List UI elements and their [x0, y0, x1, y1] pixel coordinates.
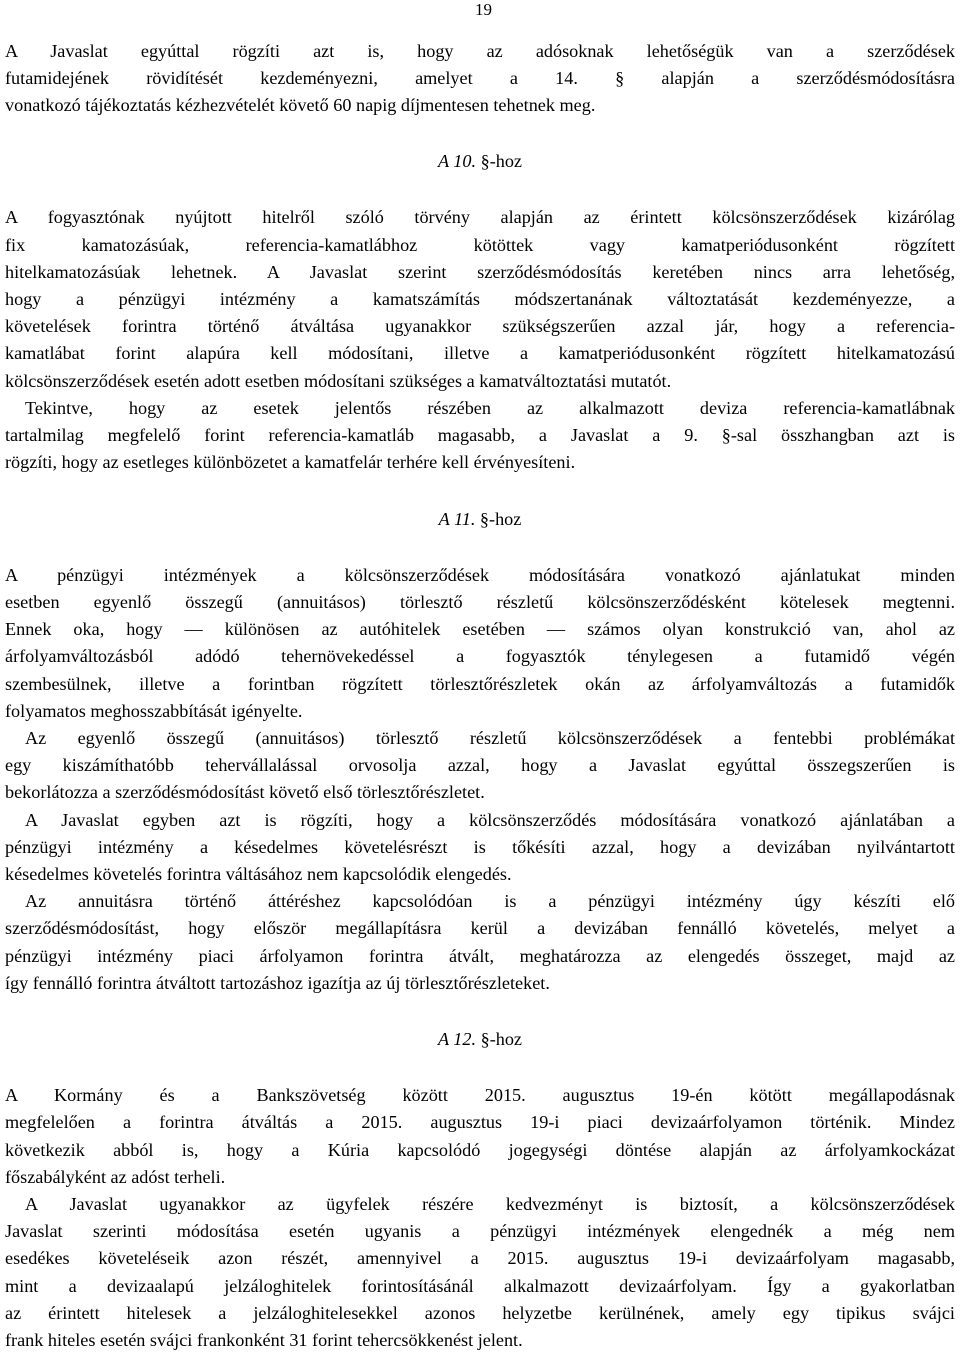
paragraph-line: kölcsönszerződések esetén adott esetben módosítani szükséges a kamatváltoztatási mutatót.: [5, 371, 672, 391]
paragraph-line: A Javaslat ugyanakkor az ügyfelek részére kedvezményt is biztosít, a kölcsönszerződések: [25, 1194, 955, 1214]
paragraph-line: frank hiteles esetén svájci frankonként 31 forint tehercsökkenést jelent.: [5, 1330, 523, 1350]
section-heading-suffix: §-hoz: [476, 1029, 523, 1049]
section-heading-number: A 11.: [438, 509, 476, 529]
paragraph-line: így fennálló forintra átváltott tartozáshoz igazítja az új törlesztőrészleteket.: [5, 973, 550, 993]
paragraph-line: fix kamatozásúak, referencia-kamatlábhoz kötöttek vagy kamatperiódusonként rögzített: [5, 235, 955, 255]
paragraph-line: mint a devizaalapú jelzáloghitelek forintosításánál alkalmazott devizaárfolyam. Így a gyakorlatban: [5, 1276, 955, 1296]
paragraph-line: megfelelően a forintra átváltás a 2015. augusztus 19-i piaci devizaárfolyamon történik. Mindez: [5, 1112, 955, 1132]
paragraph-line: Ennek oka, hogy ― különösen az autóhitelek esetében ― számos olyan konstrukció van, ahol az: [5, 619, 955, 639]
paragraph-line: Javaslat szerinti módosítása esetén ugyanis a pénzügyi intézmények elengednék a még nem: [5, 1221, 955, 1241]
paragraph-line: A pénzügyi intézmények a kölcsönszerződések módosítására vonatkozó ajánlatukat minden: [5, 565, 955, 585]
paragraph-line: az érintett hitelesek a jelzáloghitelesekkel azonos helyzetbe kerülnének, amely egy tipikus svájci: [5, 1303, 955, 1323]
paragraph-line: esetben egyenlő összegű (annuitásos) törlesztő részletű kölcsönszerződésként kötelesek megtenni.: [5, 592, 955, 612]
paragraph-line: A Javaslat egyúttal rögzíti azt is, hogy az adósoknak lehetőségük van a szerződések: [5, 41, 955, 61]
paragraph-line: árfolyamváltozásból adódó tehernövekedéssel a fogyasztók ténylegesen a futamidő végén: [5, 646, 955, 666]
paragraph-line: bekorlátozza a szerződésmódosítást követő első törlesztőrészletet.: [5, 782, 485, 802]
paragraph-line: követelések forintra történő átváltása ugyanakkor szükségszerűen azzal jár, hogy a referencia-: [5, 316, 955, 336]
paragraph-line: kamatlábat forint alapúra kell módosítani, illetve a kamatperiódusonként rögzített hitelkamatozású: [5, 343, 955, 363]
section-heading-suffix: §-hoz: [475, 509, 522, 529]
paragraph-line: pénzügyi intézmény piaci árfolyamon forintra átvált, meghatározza az elengedés összeget, majd az: [5, 946, 955, 966]
paragraph-line: következik abból is, hogy a Kúria kapcsolódó jogegységi döntése alapján az árfolyamkockázat: [5, 1140, 955, 1160]
paragraph-line: tartalmilag megfelelő forint referencia-kamatláb magasabb, a Javaslat a 9. §-sal összhangban azt is: [5, 425, 955, 445]
paragraph-line: hogy a pénzügyi intézmény a kamatszámítás módszertanának változtatását kezdeményezze, a: [5, 289, 955, 309]
paragraph-line: egy kiszámíthatóbb tehervállalással orvosolja azzal, hogy a Javaslat egyúttal összegszerűen is: [5, 755, 955, 775]
paragraph-line: Tekintve, hogy az esetek jelentős részében az alkalmazott deviza referencia-kamatlábnak: [25, 398, 955, 418]
paragraph-line: A Javaslat egyben azt is rögzíti, hogy a kölcsönszerződés módosítására vonatkozó ajánlatában a: [25, 810, 955, 830]
paragraph-line: folyamatos meghosszabbítását igényelte.: [5, 701, 303, 721]
section-heading: [0, 147, 960, 175]
paragraph-line: futamidejének rövidítését kezdeményezni, amelyet a 14. § alapján a szerződésmódosításra: [5, 68, 955, 88]
section-heading: [0, 505, 960, 533]
section-heading-suffix: §-hoz: [476, 151, 523, 171]
paragraph-line: szembesülnek, illetve a forintban rögzített törlesztőrészletek okán az árfolyamváltozás a futamidők: [5, 674, 955, 694]
paragraph-line: pénzügyi intézmény a késedelmes követelésrészt is tőkésíti azzal, hogy a devizában nyilvántartott: [5, 837, 955, 857]
section-heading-number: A 10.: [437, 151, 477, 171]
paragraph-line: A fogyasztónak nyújtott hitelről szóló törvény alapján az érintett kölcsönszerződések kizárólag: [5, 207, 955, 227]
paragraph-line: késedelmes követelés forintra váltásához nem kapcsolódik elengedés.: [5, 864, 512, 884]
section-heading-number: A 12.: [437, 1029, 477, 1049]
paragraph-line: vonatkozó tájékoztatás kézhezvételét követő 60 napig díjmentesen tehetnek meg.: [5, 95, 596, 115]
paragraph-line: hitelkamatozásúak lehetnek. A Javaslat szerint szerződésmódosítás keretében nincs arra lehetőség,: [5, 262, 955, 282]
section-heading: [0, 1025, 960, 1053]
paragraph-line: Az egyenlő összegű (annuitásos) törlesztő részletű kölcsönszerződések a fentebbi problémákat: [25, 728, 955, 748]
paragraph-line: főszabályként az adóst terheli.: [5, 1167, 226, 1187]
paragraph-line: szerződésmódosítást, hogy először megállapításra kerül a devizában fennálló követelés, melyet a: [5, 918, 955, 938]
paragraph-line: A Kormány és a Bankszövetség között 2015. augusztus 19-én kötött megállapodásnak: [5, 1085, 955, 1105]
page-number: 19: [475, 0, 492, 19]
paragraph-line: Az annuitásra történő áttéréshez kapcsolódóan is a pénzügyi intézmény úgy készíti elő: [25, 891, 955, 911]
paragraph-line: rögzíti, hogy az esetleges különbözetet a kamatfelár terhére kell érvényesíteni.: [5, 452, 576, 472]
paragraph-line: esedékes követeléseik azon részét, amennyivel a 2015. augusztus 19-i devizaárfolyam magasabb,: [5, 1248, 955, 1268]
